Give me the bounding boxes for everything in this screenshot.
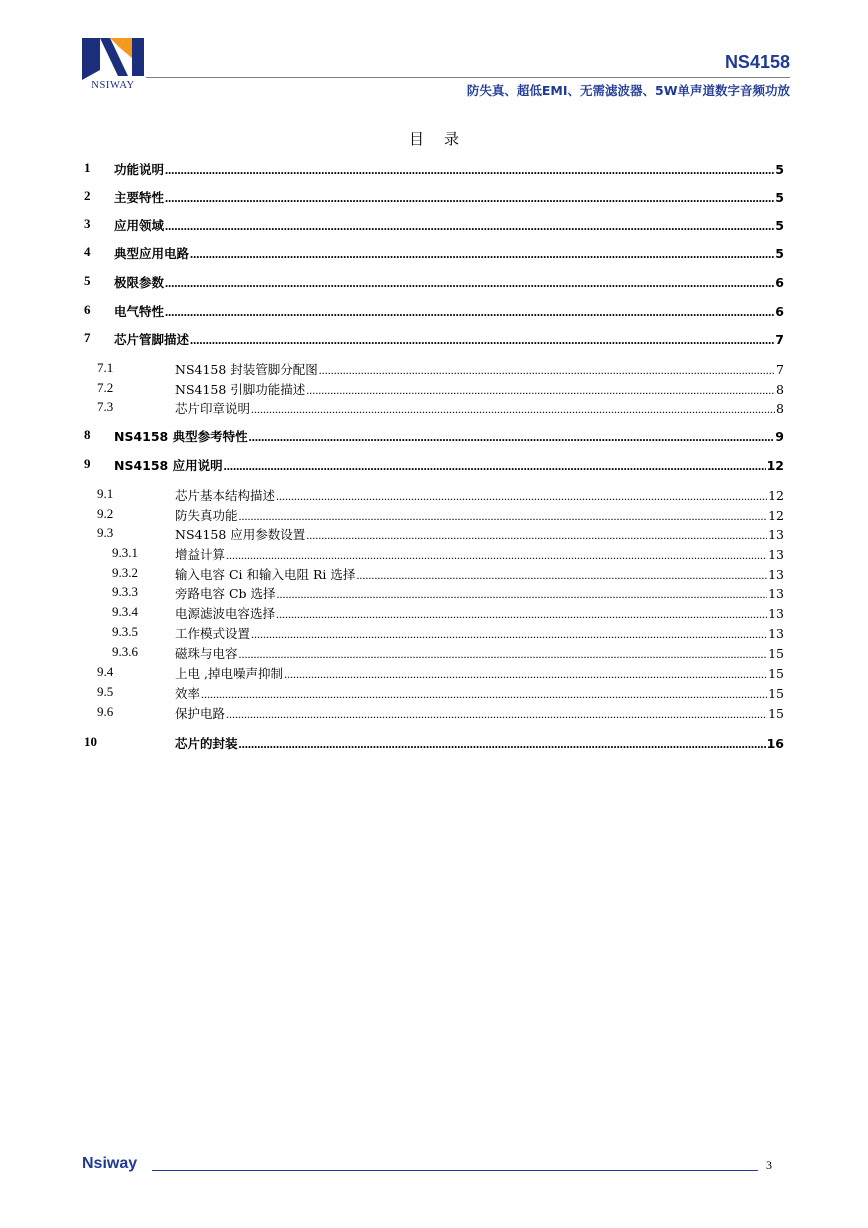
toc-entry-page: 5	[775, 218, 784, 233]
toc-entry-page: 7	[776, 362, 784, 377]
toc-entry-title: 电源滤波电容选择	[175, 606, 276, 621]
toc-dot-leader	[306, 528, 767, 543]
toc-entry-number: 2	[84, 188, 91, 203]
toc-entry-page: 12	[766, 458, 784, 473]
toc-entry[interactable]	[84, 399, 784, 415]
toc-entry[interactable]	[84, 704, 784, 720]
toc-dot-leader	[226, 548, 767, 563]
toc-entry-page: 6	[775, 304, 784, 319]
toc-dot-leader	[276, 489, 767, 504]
toc-entry-title: 典型应用电路	[114, 246, 190, 261]
toc-dot-leader	[249, 430, 775, 445]
toc-entry-title: 电气特性	[114, 304, 165, 319]
toc-entry-title: 芯片印章说明	[175, 401, 251, 416]
toc-entry-number: 9.4	[97, 664, 114, 679]
toc-entry[interactable]	[84, 216, 784, 232]
toc-entry-number: 9	[84, 456, 91, 471]
toc-dot-leader	[276, 607, 767, 622]
toc-entry-page: 13	[768, 626, 784, 641]
toc-entry[interactable]	[84, 302, 784, 318]
toc-entry-number: 9.3.6	[112, 644, 138, 659]
toc-entry-number: 1	[84, 160, 91, 175]
toc-entry[interactable]	[84, 604, 784, 620]
page-number: 3	[766, 1158, 772, 1172]
toc-entry[interactable]	[84, 684, 784, 700]
toc-title: 目录	[408, 130, 479, 148]
toc-entry-number: 9.3	[97, 525, 114, 540]
toc-dot-leader	[251, 627, 767, 642]
toc-entry-page: 15	[768, 646, 784, 661]
toc-entry-number: 9.6	[97, 704, 114, 719]
toc-entry-number: 7.2	[97, 380, 114, 395]
toc-entry-page: 5	[775, 162, 784, 177]
toc-entry[interactable]	[84, 584, 784, 600]
toc-entry-page: 5	[775, 246, 784, 261]
toc-dot-leader	[319, 363, 775, 378]
toc-entry-title: NS4158 应用参数设置	[175, 527, 306, 542]
toc-entry-title: 芯片管脚描述	[114, 332, 190, 347]
toc-entry-page: 8	[776, 401, 784, 416]
toc-entry-page: 13	[768, 527, 784, 542]
footer-brand: Nsiway	[82, 1155, 138, 1172]
header-rule	[146, 77, 790, 78]
toc-entry-number: 5	[84, 273, 91, 288]
toc-entry-title: 应用领域	[114, 218, 165, 233]
toc-entry-page: 13	[768, 547, 784, 562]
toc-entry[interactable]	[84, 360, 784, 376]
toc-dot-leader	[251, 402, 775, 417]
toc-entry-title: NS4158 引脚功能描述	[175, 382, 306, 397]
toc-dot-leader	[165, 276, 774, 291]
toc-entry-title: 旁路电容 Cb 选择	[175, 586, 276, 601]
toc-entry-page: 7	[775, 332, 784, 347]
toc-entry-title: 上电 ,掉电噪声抑制	[175, 666, 283, 681]
toc-entry-number: 9.3.1	[112, 545, 138, 560]
toc-entry-number: 8	[84, 427, 91, 442]
toc-entry[interactable]	[84, 427, 784, 443]
toc-entry[interactable]	[84, 160, 784, 176]
toc-entry-title: 主要特性	[114, 190, 165, 205]
toc-entry-number: 7.1	[97, 360, 114, 375]
toc-entry-title: 芯片的封装	[175, 736, 238, 751]
toc-entry-page: 15	[768, 666, 784, 681]
toc-dot-leader	[239, 737, 766, 752]
toc-entry[interactable]	[84, 456, 784, 472]
toc-entry-number: 3	[84, 216, 91, 231]
toc-entry-number: 9.2	[97, 506, 114, 521]
toc-entry-number: 9.5	[97, 684, 114, 699]
toc-entry[interactable]	[84, 664, 784, 680]
toc-entry[interactable]	[84, 380, 784, 396]
toc-entry-number: 9.3.4	[112, 604, 138, 619]
toc-entry-number: 4	[84, 244, 91, 259]
logo-text: NSIWAY	[91, 80, 135, 91]
toc-entry-number: 7.3	[97, 399, 114, 414]
toc-dot-leader	[165, 163, 774, 178]
toc-entry[interactable]	[84, 506, 784, 522]
toc-dot-leader	[356, 568, 767, 583]
toc-entry-title: 功能说明	[114, 162, 165, 177]
toc-entry-title: 磁珠与电容	[175, 646, 238, 661]
toc-entry-page: 16	[766, 736, 784, 751]
toc-dot-leader	[190, 247, 774, 262]
toc-entry[interactable]	[84, 624, 784, 640]
toc-dot-leader	[306, 383, 775, 398]
toc-entry[interactable]	[84, 525, 784, 541]
toc-dot-leader	[277, 587, 768, 602]
toc-entry-page: 6	[775, 275, 784, 290]
toc-dot-leader	[224, 459, 766, 474]
toc-entry-title: NS4158 典型参考特性	[114, 429, 248, 444]
toc-dot-leader	[201, 687, 767, 702]
toc-dot-leader	[165, 219, 774, 234]
toc-entry-title: NS4158 封装管脚分配图	[175, 362, 318, 377]
toc-entry-page: 13	[768, 586, 784, 601]
toc-entry-page: 9	[775, 429, 784, 444]
toc-dot-leader	[165, 191, 774, 206]
toc-entry[interactable]	[84, 244, 784, 260]
toc-entry-page: 15	[768, 706, 784, 721]
toc-dot-leader	[190, 333, 774, 348]
toc-dot-leader	[284, 667, 767, 682]
toc-entry[interactable]	[84, 188, 784, 204]
toc-entry[interactable]	[84, 565, 784, 581]
toc-entry-page: 8	[776, 382, 784, 397]
toc-dot-leader	[239, 509, 768, 524]
footer-rule	[152, 1170, 758, 1171]
toc-entry[interactable]	[84, 330, 784, 346]
toc-entry-title: 极限参数	[114, 275, 165, 290]
model-number: NS4158	[724, 52, 790, 72]
toc-entry-number: 10	[84, 734, 97, 749]
toc-entry-page: 13	[768, 567, 784, 582]
toc-entry-title: NS4158 应用说明	[114, 458, 223, 473]
toc-entry-page: 15	[768, 686, 784, 701]
toc-entry-number: 6	[84, 302, 91, 317]
toc-entry-number: 9.1	[97, 486, 114, 501]
toc-entry[interactable]	[84, 545, 784, 561]
toc-entry-number: 7	[84, 330, 91, 345]
toc-entry-page: 13	[768, 606, 784, 621]
toc-entry-title: 工作模式设置	[175, 626, 251, 641]
toc-entry[interactable]	[84, 644, 784, 660]
toc-entry-number: 9.3.2	[112, 565, 138, 580]
toc-dot-leader	[165, 305, 774, 320]
product-subtitle: 防失真、超低EMI、无需滤波器、5W单声道数字音频功放	[466, 83, 790, 98]
toc-entry-title: 效率	[175, 686, 201, 701]
toc-entry-title: 增益计算	[175, 547, 226, 562]
toc-entry-number: 9.3.5	[112, 624, 138, 639]
toc-entry-number: 9.3.3	[112, 584, 138, 599]
toc-entry-page: 5	[775, 190, 784, 205]
toc-dot-leader	[226, 707, 767, 722]
toc-entry-title: 芯片基本结构描述	[175, 488, 276, 503]
toc-entry-page: 12	[768, 488, 784, 503]
toc-entry-title: 保护电路	[175, 706, 226, 721]
toc-entry-page: 12	[768, 508, 784, 523]
toc-entry[interactable]	[84, 273, 784, 289]
toc-entry-title: 输入电容 Ci 和输入电阻 Ri 选择	[175, 567, 356, 582]
toc-entry[interactable]	[84, 734, 784, 750]
toc-entry-title: 防失真功能	[175, 508, 238, 523]
toc-dot-leader	[239, 647, 768, 662]
toc-entry[interactable]	[84, 486, 784, 502]
